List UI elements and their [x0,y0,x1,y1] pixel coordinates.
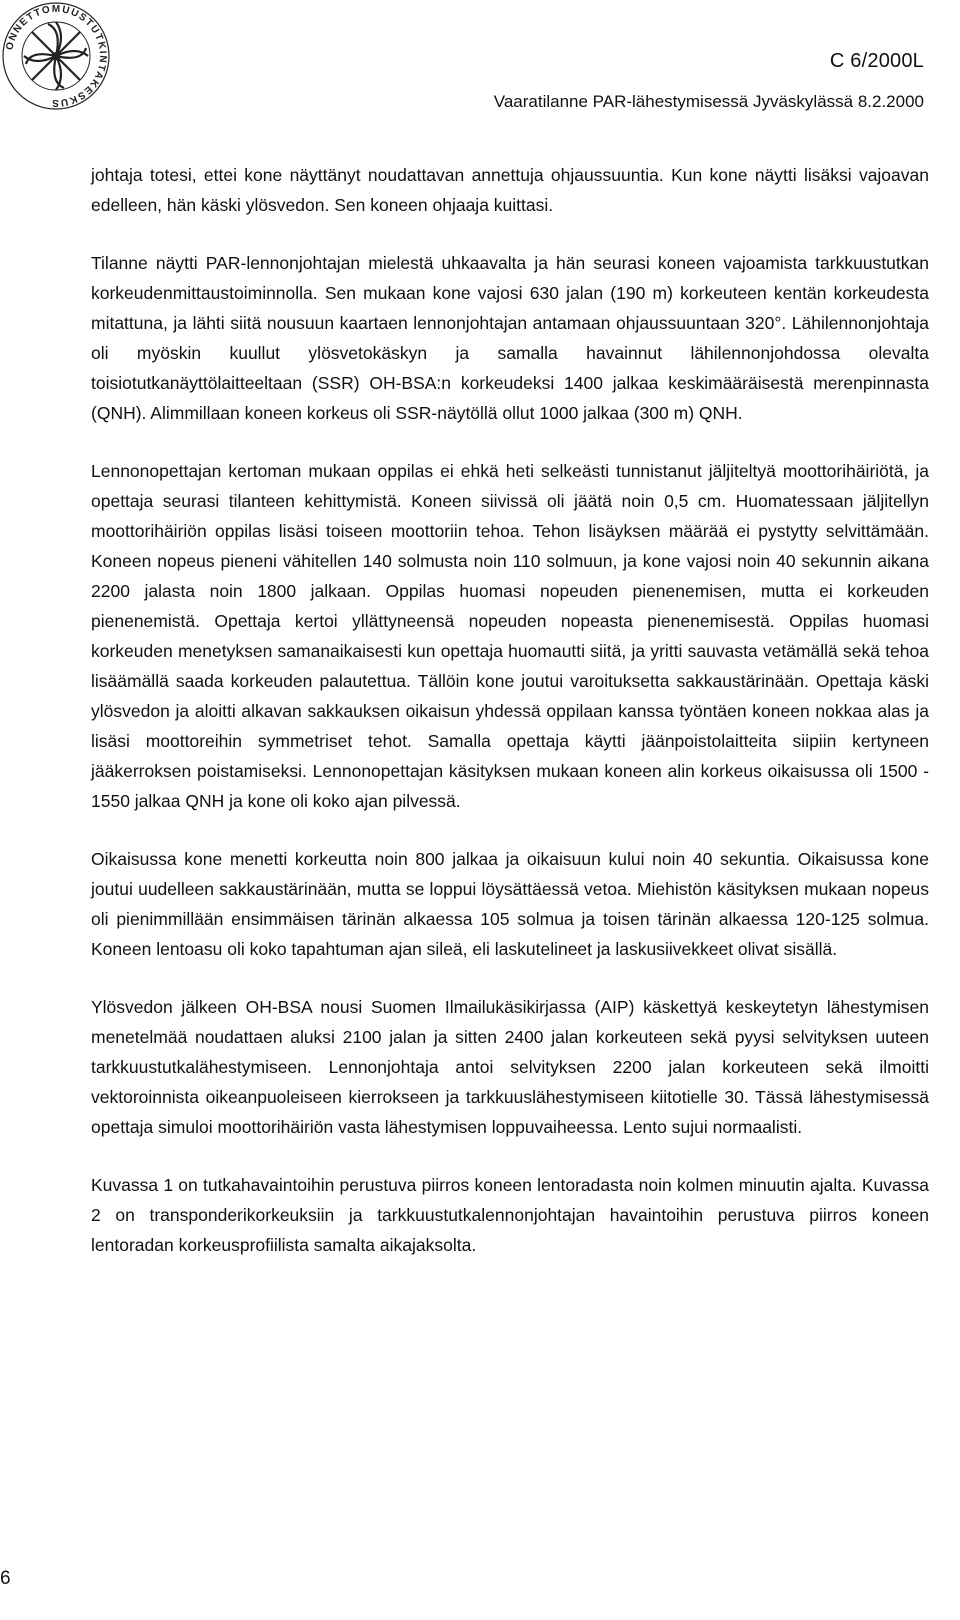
document-title: Vaaratilanne PAR-lähestymisessä Jyväskylässä 8.2.2000 [493,92,924,111]
agency-logo [0,0,112,112]
svg-text:ONNETTOMUUSTUTKINTAKESKUS: ONNETTOMUUSTUTKINTAKESKUS [4,3,109,109]
paragraph: Oikaisussa kone menetti korkeutta noin 800 jalkaa ja oikaisuun kului noin 40 sekuntia. Oikaisussa kone joutui uudelleen sakkaustärinään, mutta se loppui löysättäessä vetoa. Miehistön käsityksen mukaan nopeus oli pienimmillään ensimmäisen tärinän alkaessa 105 solmua ja toisen tärinän alkaessa 120-125 solmua. Koneen lentoasu oli koko tapahtuman ajan sileä, eli laskutelineet ja laskusiivekkeet olivat sisällä. [91,849,929,959]
agency-seal-icon [0,0,112,112]
paragraph: Lennonopettajan kertoman mukaan oppilas ei ehkä heti selkeästi tunnistanut jäljiteltyä moottorihäiriötä, ja opettaja seurasi tilanteen kehittymistä. Koneen siivissä oli jäätä noin 0,5 cm. Huomatessaan jäljitellyn moottorihäiriön oppilas lisäsi toiseen moottoriin tehoa. Tehon lisäyksen määrää ei pystytty selvittämään. Koneen nopeus pieneni vähitellen 140 solmusta noin 110 solmuun, ja kone vajosi noin 40 sekunnin aikana 2200 jalasta noin 1800 jalkaan. Oppilas huomasi nopeuden pienenemisen, mutta ei korkeuden pienenemistä. Opettaja kertoi yllättyneensä nopeuden nopeasta pienenemisestä. Oppilas huomasi korkeuden menetyksen samanaikaisesti kun opettaja huomautti siitä, ja yritti sauvasta vetämällä sekä tehoa lisäämällä saada korkeuden palautettua. Tällöin kone joutui varoituksetta sakkaustärinään. Opettaja käski ylösvedon ja aloitti alkavan sakkauksen oikaisun yhdessä oppilaan kanssa työntäen koneen nokkaa alas ja lisäsi moottoreihin symmetriset tehot. Samalla opettaja käytti jäänpoistolaitteita siipiin kertyneen jääkerroksen poistamiseksi. Lennonopettajan käsityksen mukaan koneen alin korkeus oikaisussa oli 1500 - 1550 jalkaa QNH ja kone oli koko ajan pilvessä. [91,461,929,811]
body-text [91,160,929,1288]
paragraph: johtaja totesi, ettei kone näyttänyt noudattavan annettuja ohjaussuuntia. Kun kone näytti lisäksi vajoavan edelleen, hän käski ylösvedon. Sen koneen ohjaaja kuittasi. [91,165,929,215]
document-code: C 6/2000L [829,50,924,72]
paragraph: Kuvassa 1 on tutkahavaintoihin perustuva piirros koneen lentoradasta noin kolmen minuutin ajalta. Kuvassa 2 on transponderikorkeuksiin ja tarkkuustutkalennonjohtajan havaintoihin perustuva piirros koneen lentoradan korkeusprofiilista samalta aikajaksolta. [91,1175,929,1255]
page-number: 6 [0,1568,11,1589]
paragraph: Tilanne näytti PAR-lennonjohtajan mielestä uhkaavalta ja hän seurasi koneen vajoamista tarkkuustutkan korkeudenmittaustoiminnolla. Sen mukaan kone vajosi 630 jalan (190 m) korkeuteen kentän korkeudesta mitattuna, ja lähti siitä nousuun kaartaen lennonjohtajan antamaan ohjaussuuntaan 320°. Lähilennonjohtaja oli myöskin kuullut ylösvetokäskyn ja samalla havainnut lähilennonjohdossa olevalta toisiotutkanäyttölaitteeltaan (SSR) OH-BSA:n korkeudeksi 1400 jalkaa keskimääräisestä merenpinnasta (QNH). Alimmillaan koneen korkeus oli SSR-näytöllä ollut 1000 jalkaa (300 m) QNH. [91,253,929,423]
paragraph: Ylösvedon jälkeen OH-BSA nousi Suomen Ilmailukäsikirjassa (AIP) käskettyä keskeytetyn lähestymisen menetelmää noudattaen aluksi 2100 jalan ja sitten 2400 jalan korkeuteen sekä pyysi selvityksen uuteen tarkkuustutkalähestymiseen. Lennonjohtaja antoi selvityksen 2200 jalan korkeuteen sekä ilmoitti vektoroinnista oikeanpuoleiseen kierrokseen ja tarkkuuslähestymiseen kiitotielle 30. Tässä lähestymisessä opettaja simuloi moottorihäiriön vasta lähestymisen loppuvaiheessa. Lento sujui normaalisti. [91,997,929,1137]
